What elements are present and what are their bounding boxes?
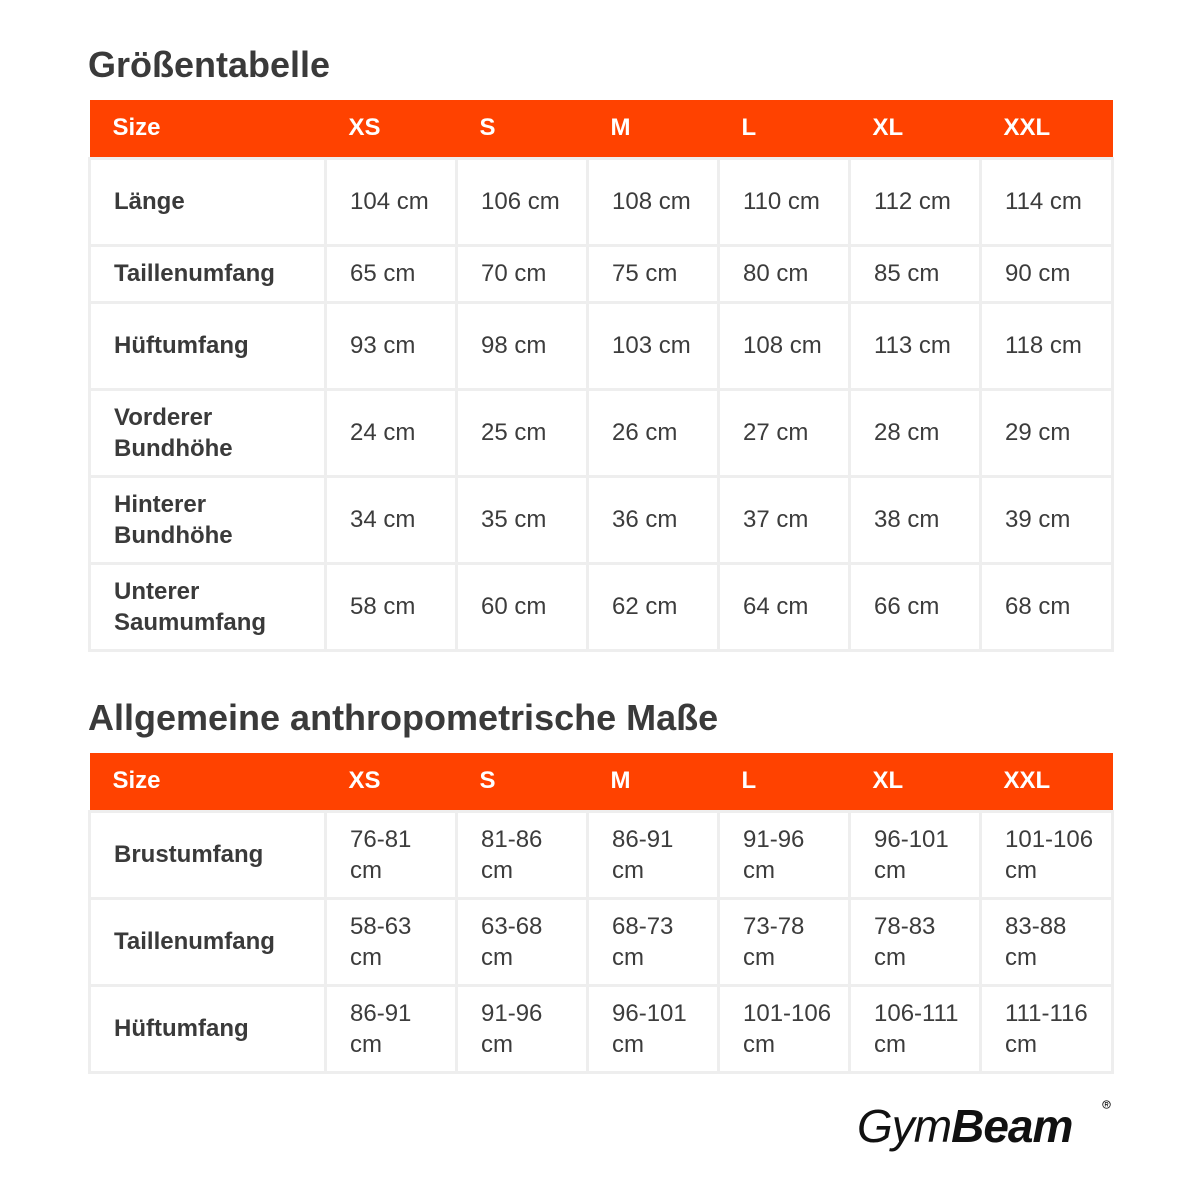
- table-cell: 101-106 cm: [719, 985, 850, 1072]
- header-cell-m: M: [588, 753, 719, 811]
- header-cell-s: S: [457, 753, 588, 811]
- table-cell: 91-96 cm: [457, 985, 588, 1072]
- table-cell: 108 cm: [719, 302, 850, 389]
- table-cell: 58 cm: [326, 563, 457, 650]
- table-cell: 112 cm: [850, 158, 981, 245]
- table-cell: 108 cm: [588, 158, 719, 245]
- size-chart-title: Größentabelle: [88, 44, 331, 85]
- table-cell: 65 cm: [326, 245, 457, 302]
- table-cell: 29 cm: [981, 389, 1113, 476]
- header-cell-m: M: [588, 100, 719, 158]
- table-cell: 62 cm: [588, 563, 719, 650]
- table-cell: 35 cm: [457, 476, 588, 563]
- row-label: Länge: [90, 158, 326, 245]
- table-cell: 68 cm: [981, 563, 1113, 650]
- table-cell: 63-68 cm: [457, 898, 588, 985]
- table-cell: 106 cm: [457, 158, 588, 245]
- table-row: [90, 245, 1113, 302]
- anthropometric-title: Allgemeine anthropometrische Maße: [88, 697, 719, 738]
- header-cell-l: L: [719, 100, 850, 158]
- table-row: [90, 302, 1113, 389]
- row-label: Taillenumfang: [90, 898, 326, 985]
- table-cell: 113 cm: [850, 302, 981, 389]
- table-row: [90, 476, 1113, 563]
- table-cell: 86-91 cm: [326, 985, 457, 1072]
- anthropometric-table: [88, 753, 1114, 1074]
- table-cell: 66 cm: [850, 563, 981, 650]
- table-cell: 98 cm: [457, 302, 588, 389]
- table-cell: 106-111 cm: [850, 985, 981, 1072]
- table-cell: 85 cm: [850, 245, 981, 302]
- table-row: [90, 985, 1113, 1072]
- table-header-row: [90, 753, 1113, 811]
- table-cell: 73-78 cm: [719, 898, 850, 985]
- header-cell-xs: XS: [326, 100, 457, 158]
- table-cell: 70 cm: [457, 245, 588, 302]
- row-label: Vorderer Bundhöhe: [90, 389, 326, 476]
- logo-text-beam: Beam: [951, 1100, 1073, 1152]
- table-cell: 83-88 cm: [981, 898, 1113, 985]
- table-cell: 24 cm: [326, 389, 457, 476]
- table-cell: 38 cm: [850, 476, 981, 563]
- table-row: [90, 563, 1113, 650]
- table-row: [90, 811, 1113, 898]
- header-cell-xl: XL: [850, 100, 981, 158]
- table-cell: 81-86 cm: [457, 811, 588, 898]
- row-label: Hinterer Bundhöhe: [90, 476, 326, 563]
- table-cell: 114 cm: [981, 158, 1113, 245]
- table-cell: 28 cm: [850, 389, 981, 476]
- table-cell: 110 cm: [719, 158, 850, 245]
- row-label: Brustumfang: [90, 811, 326, 898]
- table-cell: 96-101 cm: [588, 985, 719, 1072]
- table-cell: 101-106 cm: [981, 811, 1113, 898]
- table-row: [90, 389, 1113, 476]
- table-cell: 27 cm: [719, 389, 850, 476]
- header-cell-l: L: [719, 753, 850, 811]
- table-header-row: [90, 100, 1113, 158]
- table-cell: 34 cm: [326, 476, 457, 563]
- registered-mark-icon: [1102, 1100, 1111, 1109]
- table-cell: 80 cm: [719, 245, 850, 302]
- table-cell: 68-73 cm: [588, 898, 719, 985]
- table-cell: 26 cm: [588, 389, 719, 476]
- logo-wordmark: [857, 1100, 1117, 1152]
- row-label: Taillenumfang: [90, 245, 326, 302]
- header-cell-xs: XS: [326, 753, 457, 811]
- table-cell: 90 cm: [981, 245, 1113, 302]
- row-label: Hüftumfang: [90, 985, 326, 1072]
- table-cell: 103 cm: [588, 302, 719, 389]
- table-cell: 86-91 cm: [588, 811, 719, 898]
- header-cell-size: Size: [90, 100, 326, 158]
- gymbeam-logo: [857, 1100, 1117, 1156]
- table-row: [90, 158, 1113, 245]
- row-label: Hüftumfang: [90, 302, 326, 389]
- table-cell: 111-116 cm: [981, 985, 1113, 1072]
- table-cell: 104 cm: [326, 158, 457, 245]
- table-cell: 75 cm: [588, 245, 719, 302]
- table-cell: 60 cm: [457, 563, 588, 650]
- table-cell: 25 cm: [457, 389, 588, 476]
- header-cell-xxl: XXL: [981, 753, 1113, 811]
- size-chart-table: [88, 100, 1114, 652]
- table-cell: 93 cm: [326, 302, 457, 389]
- table-cell: 96-101 cm: [850, 811, 981, 898]
- header-cell-size: Size: [90, 753, 326, 811]
- table-cell: 39 cm: [981, 476, 1113, 563]
- header-cell-s: S: [457, 100, 588, 158]
- table-cell: 91-96 cm: [719, 811, 850, 898]
- table-cell: 58-63 cm: [326, 898, 457, 985]
- header-cell-xxl: XXL: [981, 100, 1113, 158]
- table-cell: 36 cm: [588, 476, 719, 563]
- header-cell-xl: XL: [850, 753, 981, 811]
- table-cell: 76-81 cm: [326, 811, 457, 898]
- logo-text-gym: Gym: [857, 1100, 952, 1152]
- table-row: [90, 898, 1113, 985]
- row-label: Unterer Saumumfang: [90, 563, 326, 650]
- table-cell: 78-83 cm: [850, 898, 981, 985]
- table-cell: 64 cm: [719, 563, 850, 650]
- table-cell: 118 cm: [981, 302, 1113, 389]
- table-cell: 37 cm: [719, 476, 850, 563]
